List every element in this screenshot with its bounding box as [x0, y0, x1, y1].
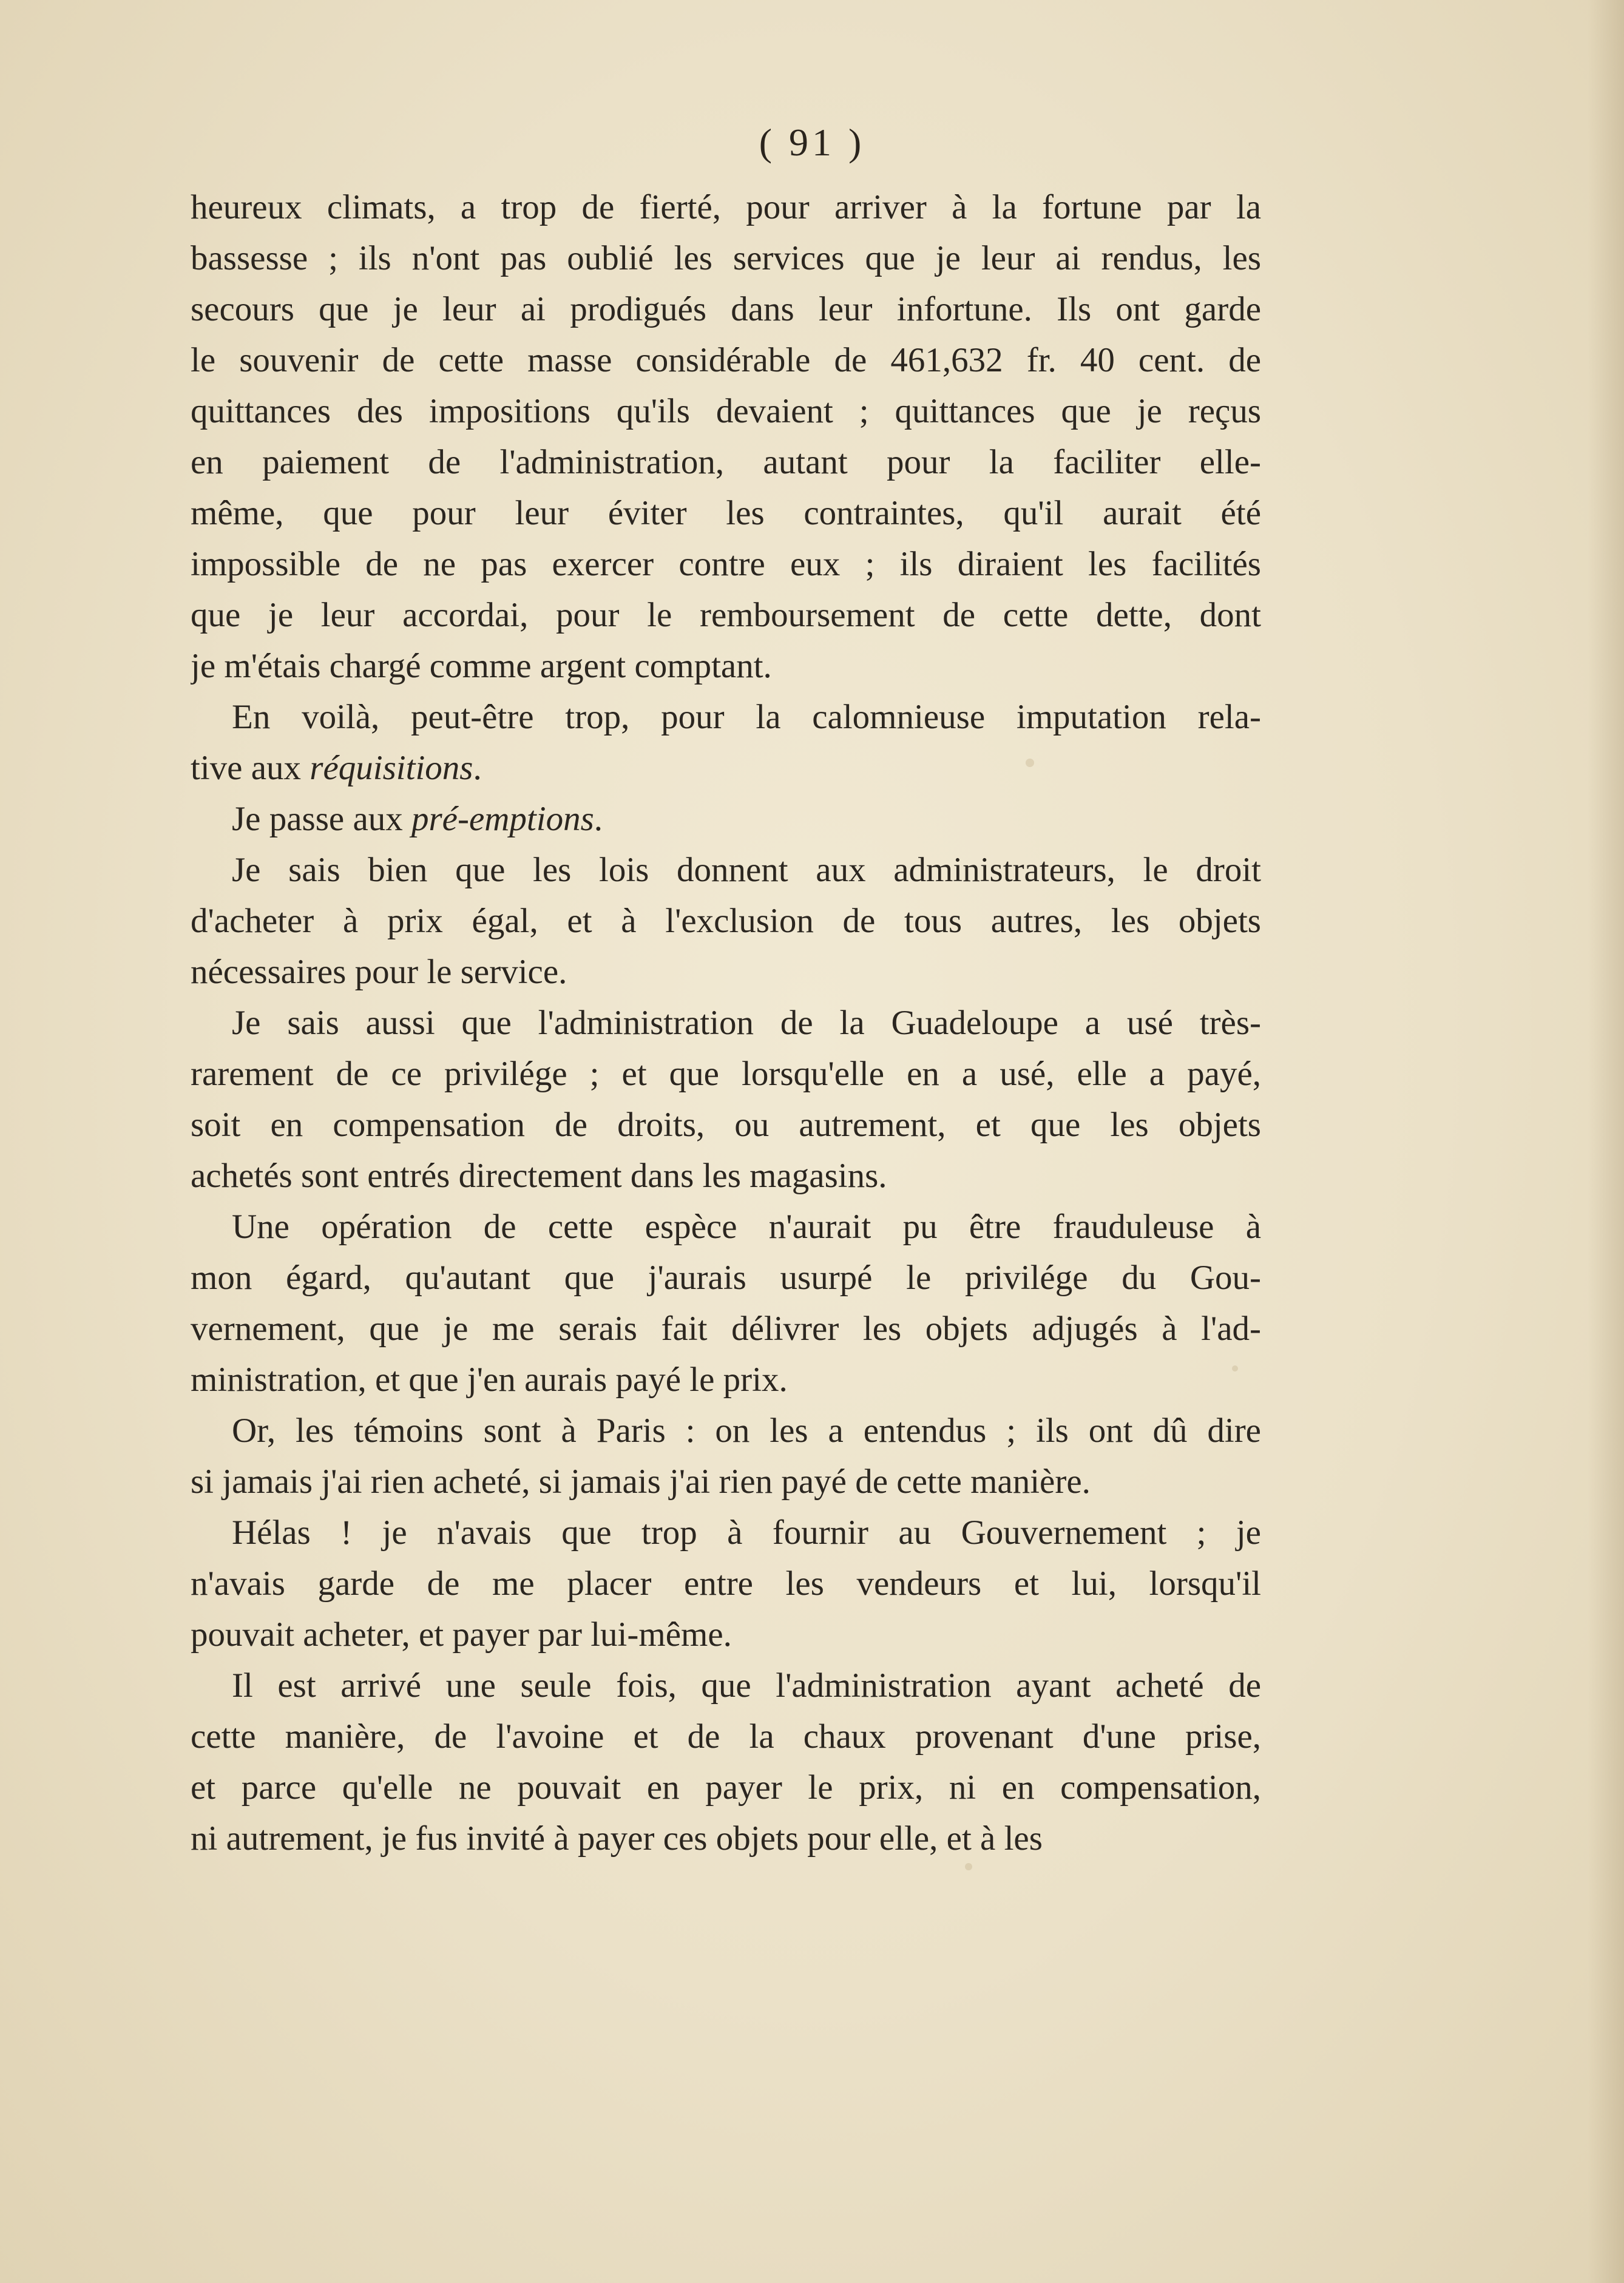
text-line: je m'étais chargé comme argent comptant. — [191, 647, 772, 685]
text-line: d'acheter à prix égal, et à l'exclusion de tous autres, les objets — [191, 902, 1261, 940]
text-line: heureux climats, a trop de fierté, pour arriver à la fortune par la — [191, 188, 1261, 226]
paragraph — [191, 692, 1261, 794]
text-line: ni autrement, je fus invité à payer ces objets pour elle, et à les — [191, 1819, 1043, 1858]
text-line: En voilà, peut-être trop, pour la calomnieuse imputation rela- — [232, 698, 1261, 736]
text-line: mon égard, qu'autant que j'aurais usurpé le privilége du Gou- — [191, 1259, 1261, 1297]
text-line: Je passe aux pré-emptions. — [232, 800, 603, 838]
text-line: vernement, que je me serais fait délivrer les objets adjugés à l'ad- — [191, 1310, 1261, 1348]
text-line: Je sais bien que les lois donnent aux administrateurs, le droit — [232, 851, 1261, 889]
text-line: quittances des impositions qu'ils devaient ; quittances que je reçus — [191, 392, 1261, 430]
page-number: ( 91 ) — [759, 121, 865, 164]
body-text — [191, 182, 1261, 1864]
text-line: n'avais garde de me placer entre les vendeurs et lui, lorsqu'il — [191, 1564, 1261, 1603]
text-line: ministration, et que j'en aurais payé le prix. — [191, 1361, 788, 1399]
text-line: pouvait acheter, et payer par lui-même. — [191, 1615, 732, 1654]
text-line: Je sais aussi que l'administration de la Guadeloupe a usé très- — [232, 1004, 1261, 1042]
text-line: le souvenir de cette masse considérable de 461,632 fr. 40 cent. de — [191, 341, 1261, 379]
paragraph — [191, 845, 1261, 998]
text-line: rarement de ce privilége ; et que lorsqu'elle en a usé, elle a payé, — [191, 1055, 1261, 1093]
paragraph — [191, 998, 1261, 1202]
text-line: bassesse ; ils n'ont pas oublié les services que je leur ai rendus, les — [191, 239, 1261, 277]
text-line: Il est arrivé une seule fois, que l'administration ayant acheté de — [232, 1666, 1261, 1705]
text-line: Hélas ! je n'avais que trop à fournir au Gouvernement ; je — [232, 1514, 1261, 1552]
paragraph — [191, 1660, 1261, 1864]
text-line: que je leur accordai, pour le remboursement de cette dette, dont — [191, 596, 1261, 634]
text-line: si jamais j'ai rien acheté, si jamais j'ai rien payé de cette manière. — [191, 1463, 1091, 1501]
text-line: en paiement de l'administration, autant pour la faciliter elle- — [191, 443, 1261, 481]
text-line: tive aux réquisitions. — [191, 749, 482, 787]
text-line: impossible de ne pas exercer contre eux ; ils diraient les facilités — [191, 545, 1261, 583]
text-line: soit en compensation de droits, ou autrement, et que les objets — [191, 1106, 1261, 1144]
text-line: Or, les témoins sont à Paris : on les a entendus ; ils ont dû dire — [232, 1412, 1261, 1450]
page-edge-shadow — [1588, 0, 1624, 2283]
text-line: secours que je leur ai prodigués dans leur infortune. Ils ont garde — [191, 290, 1261, 328]
paragraph — [191, 1507, 1261, 1660]
text-line: cette manière, de l'avoine et de la chaux provenant d'une prise, — [191, 1717, 1261, 1756]
text-line: Une opération de cette espèce n'aurait pu être frauduleuse à — [232, 1208, 1261, 1246]
text-line: même, que pour leur éviter les contraintes, qu'il aurait été — [191, 494, 1261, 532]
text-line: achetés sont entrés directement dans les magasins. — [191, 1157, 887, 1195]
text-line: nécessaires pour le service. — [191, 953, 567, 991]
paragraph — [191, 1202, 1261, 1405]
paragraph — [191, 794, 1261, 845]
paragraph — [191, 182, 1261, 692]
text-line: et parce qu'elle ne pouvait en payer le prix, ni en compensation, — [191, 1768, 1261, 1807]
paragraph — [191, 1405, 1261, 1507]
